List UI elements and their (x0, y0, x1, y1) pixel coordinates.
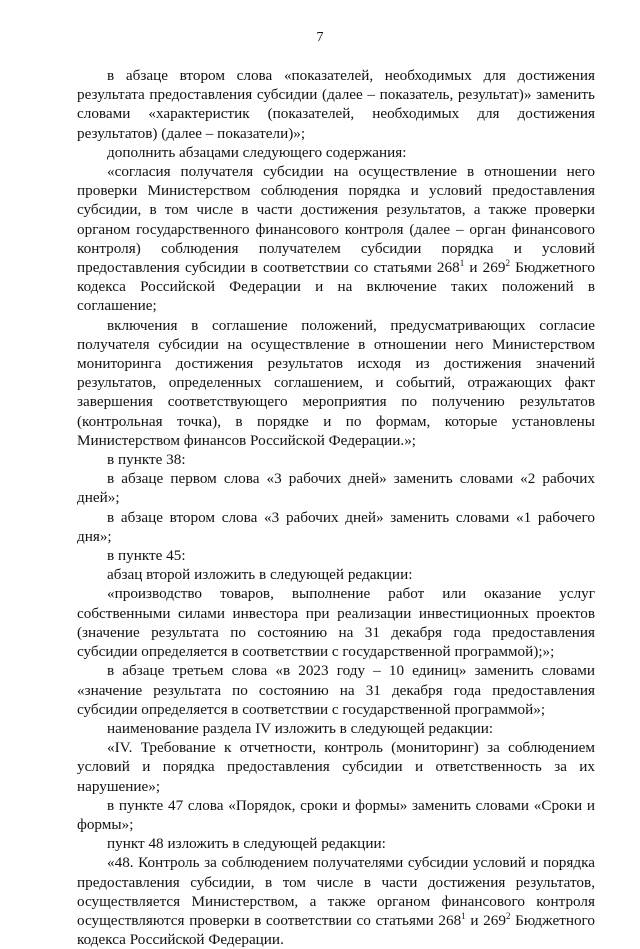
paragraph: в пункте 38: (107, 451, 186, 469)
paragraph: «48. Контроль за соблюдением получателями субсидии условий и порядка предоставления субсидии, в том числе в части достижения результатов, осуществляется Министерством, а также органом финансового контроля осуществляются проверки в соответствии со статьями $268^1$ и $269^2$ Бюджетного кодекса Российской Федерации. (77, 854, 595, 949)
paragraph: в абзаце третьем слова «в 2023 году – 10 единиц» заменить словами «значение результата по состоянию на 31 декабря года предоставления субсидии определяется в соответствии с государственной программой»; (77, 662, 595, 718)
paragraph: в пункте 45: (107, 547, 186, 565)
document-body (77, 66, 595, 949)
paragraph: наименование раздела IV изложить в следующей редакции: (107, 719, 494, 737)
paragraph: «согласия получателя субсидии на осуществление в отношении него проверки Министерством соблюдения порядка и условий предоставления субсидии, в том числе в части достижения результатов, а также проверки органом государственного финансового контроля (далее – орган финансового контроля) соблюдения получателем субсидии порядка и условий предоставления субсидии в соответствии со статьями $268^1$ и $269^2$ Бюджетного кодекса Российской Федерации и на включение таких положений в соглашение; (77, 163, 595, 315)
paragraph: «производство товаров, выполнение работ или оказание услуг собственными силами инвестора при реализации инвестиционных проектов (значение результата по состоянию на 31 декабря года предоставления субсидии определяется в соответствии с государственной программой);»; (77, 585, 595, 661)
paragraph: в абзаце первом слова «3 рабочих дней» заменить словами «2 рабочих дней»; (77, 470, 595, 507)
paragraph: в пункте 47 слова «Порядок, сроки и формы» заменить словами «Сроки и формы»; (77, 796, 595, 833)
paragraph: «IV. Требование к отчетности, контроль (мониторинг) за соблюдением условий и порядка предоставления субсидии и ответственность за их нарушение»; (77, 739, 595, 795)
paragraph: абзац второй изложить в следующей редакции: (107, 566, 413, 584)
paragraph: в абзаце втором слова «3 рабочих дней» заменить словами «1 рабочего дня»; (77, 508, 595, 545)
page-number: 7 (316, 30, 324, 45)
paragraph: в абзаце втором слова «показателей, необходимых для достижения результата предоставления субсидии (далее – показатель, результат)» заменить словами «характеристик (показателей, необходимых для достижения результатов) (далее – показатели)»; (77, 67, 595, 142)
paragraph: дополнить абзацами следующего содержания: (107, 143, 407, 161)
paragraph: пункт 48 изложить в следующей редакции: (107, 835, 386, 853)
paragraph: включения в соглашение положений, предусматривающих согласие получателя субсидии на осуществление в отношении него Министерством мониторинга достижения результатов исходя из достижения значений результатов, определенных соглашением, и событий, отражающих факт завершения соответствующего мероприятия по получению результатов (контрольная точка), в порядке и по формам, которые установлены Министерством финансов Российской Федерации.»; (77, 316, 595, 449)
